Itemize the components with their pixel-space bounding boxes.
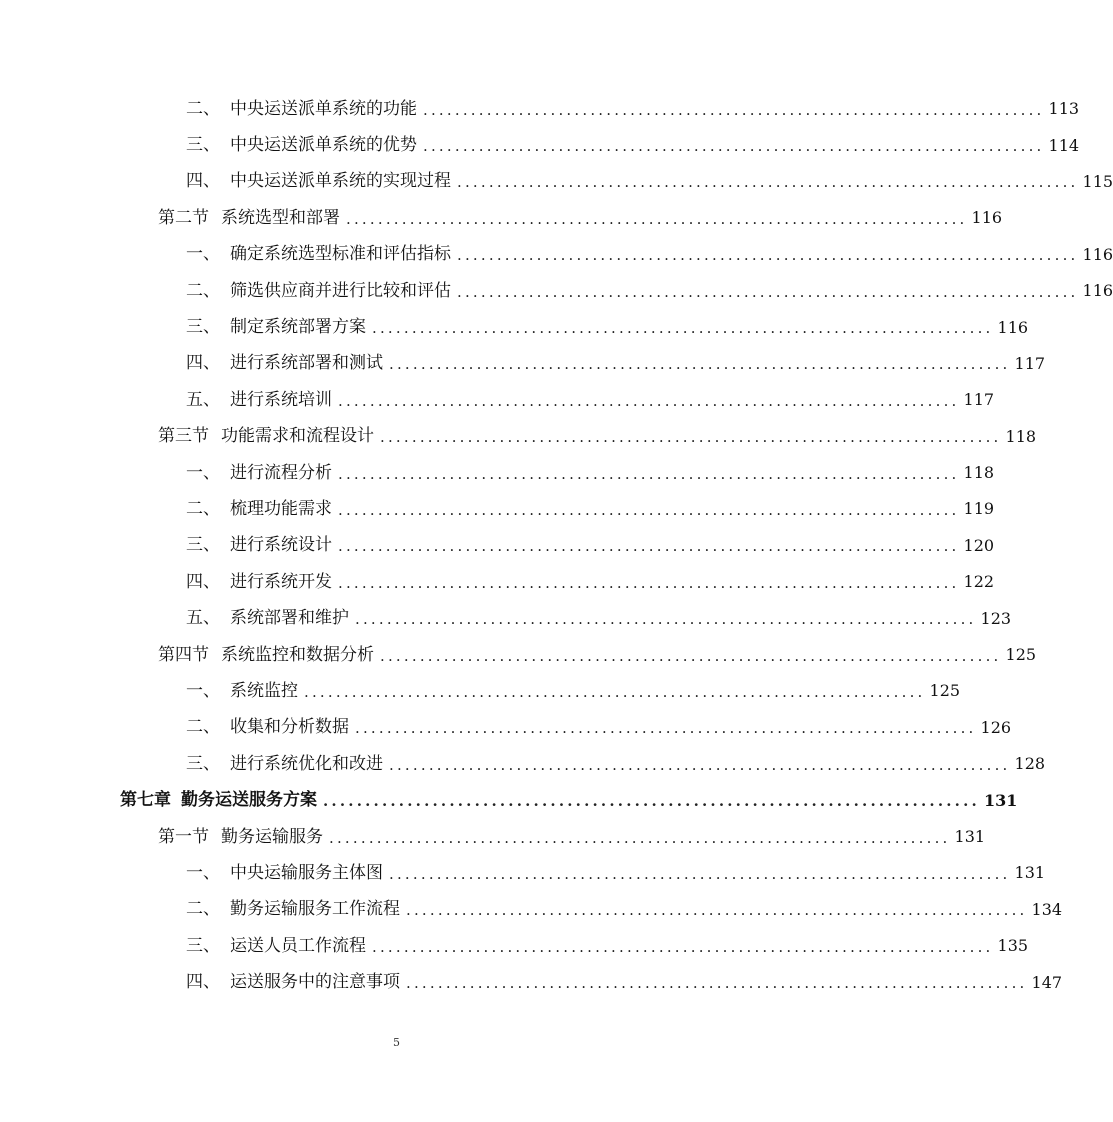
- toc-entry-section[interactable]: [0, 419, 1037, 455]
- toc-entry-prefix: 二、: [186, 899, 220, 920]
- toc-entry-page-number: 116: [1082, 244, 1113, 264]
- table-of-contents: [0, 91, 1113, 1001]
- toc-entry-prefix: 二、: [186, 717, 220, 738]
- toc-entry-prefix: 三、: [186, 535, 220, 556]
- toc-entry-page-number: 115: [1082, 171, 1113, 191]
- toc-entry-prefix: 二、: [186, 98, 220, 119]
- toc-entry-prefix: 一、: [186, 862, 220, 883]
- toc-entry-item[interactable]: [0, 964, 1063, 1000]
- toc-entry-prefix: 三、: [186, 317, 220, 338]
- toc-entry-prefix: 第三节: [158, 426, 209, 447]
- toc-entry-title: 收集和分析数据: [230, 717, 349, 738]
- dot-leader: ..............................................................................: [380, 646, 1002, 665]
- dot-leader: ..............................................................................: [323, 792, 980, 811]
- toc-entry-prefix: 一、: [186, 462, 220, 483]
- dot-leader: ..............................................................................: [355, 610, 977, 629]
- toc-entry-item[interactable]: [0, 273, 1113, 309]
- toc-entry-item[interactable]: [0, 600, 1012, 636]
- toc-entry-page-number: 126: [980, 717, 1012, 737]
- dot-leader: ..............................................................................: [372, 319, 994, 338]
- dot-leader: ..............................................................................: [423, 100, 1045, 119]
- toc-entry-item[interactable]: [0, 746, 1046, 782]
- toc-entry-item[interactable]: [0, 455, 995, 491]
- toc-entry-page-number: 131: [1014, 863, 1046, 883]
- dot-leader: ..............................................................................: [304, 682, 926, 701]
- dot-leader: ..............................................................................: [389, 355, 1011, 374]
- dot-leader: ..............................................................................: [338, 391, 960, 410]
- toc-entry-title: 勤务运输服务工作流程: [230, 899, 400, 920]
- toc-entry-title: 运送服务中的注意事项: [230, 972, 400, 993]
- toc-entry-section[interactable]: [0, 200, 1003, 236]
- toc-entry-prefix: 第七章: [120, 790, 171, 811]
- dot-leader: ..............................................................................: [406, 974, 1028, 993]
- toc-entry-page-number: 147: [1031, 972, 1063, 992]
- toc-entry-prefix: 二、: [186, 498, 220, 519]
- toc-entry-title: 进行系统设计: [230, 535, 332, 556]
- toc-entry-page-number: 114: [1048, 135, 1080, 155]
- toc-entry-item[interactable]: [0, 491, 995, 527]
- toc-entry-title: 梳理功能需求: [230, 498, 332, 519]
- toc-entry-title: 进行系统培训: [230, 389, 332, 410]
- toc-entry-prefix: 三、: [186, 135, 220, 156]
- toc-entry-page-number: 125: [929, 681, 961, 701]
- toc-entry-prefix: 五、: [186, 389, 220, 410]
- toc-entry-prefix: 五、: [186, 608, 220, 629]
- toc-entry-item[interactable]: [0, 892, 1063, 928]
- toc-entry-page-number: 120: [963, 535, 995, 555]
- toc-entry-item[interactable]: [0, 91, 1080, 127]
- toc-entry-title: 筛选供应商并进行比较和评估: [230, 280, 451, 301]
- toc-entry-item[interactable]: [0, 127, 1080, 163]
- toc-entry-page-number: 119: [963, 499, 995, 519]
- toc-entry-page-number: 135: [997, 936, 1029, 956]
- toc-entry-section[interactable]: [0, 637, 1037, 673]
- toc-entry-title: 中央运送派单系统的优势: [230, 135, 417, 156]
- toc-entry-title: 进行系统部署和测试: [230, 353, 383, 374]
- toc-entry-prefix: 一、: [186, 244, 220, 265]
- toc-entry-page-number: 118: [1005, 426, 1037, 446]
- toc-entry-prefix: 四、: [186, 353, 220, 374]
- dot-leader: ..............................................................................: [423, 137, 1045, 156]
- page-number: 5: [393, 1036, 400, 1049]
- toc-entry-title: 制定系统部署方案: [230, 317, 366, 338]
- toc-entry-item[interactable]: [0, 710, 1012, 746]
- toc-entry-title: 系统监控和数据分析: [221, 644, 374, 665]
- toc-entry-title: 运送人员工作流程: [230, 935, 366, 956]
- toc-entry-prefix: 四、: [186, 171, 220, 192]
- toc-entry-title: 勤务运送服务方案: [181, 790, 317, 811]
- toc-entry-item[interactable]: [0, 673, 961, 709]
- toc-entry-prefix: 三、: [186, 753, 220, 774]
- toc-entry-page-number: 116: [971, 208, 1003, 228]
- toc-entry-prefix: 第四节: [158, 644, 209, 665]
- toc-entry-page-number: 118: [963, 463, 995, 483]
- toc-entry-prefix: 第二节: [158, 207, 209, 228]
- toc-entry-prefix: 第一节: [158, 826, 209, 847]
- toc-entry-item[interactable]: [0, 382, 995, 418]
- dot-leader: ..............................................................................: [338, 537, 960, 556]
- dot-leader: ..............................................................................: [346, 209, 968, 228]
- toc-entry-title: 系统选型和部署: [221, 207, 340, 228]
- toc-entry-item[interactable]: [0, 346, 1046, 382]
- toc-entry-page-number: 125: [1005, 645, 1037, 665]
- dot-leader: ..............................................................................: [389, 864, 1011, 883]
- toc-entry-item[interactable]: [0, 237, 1113, 273]
- toc-entry-item[interactable]: [0, 164, 1113, 200]
- toc-entry-title: 进行流程分析: [230, 462, 332, 483]
- toc-entry-title: 系统部署和维护: [230, 608, 349, 629]
- toc-entry-title: 中央运输服务主体图: [230, 862, 383, 883]
- toc-entry-page-number: 128: [1014, 754, 1046, 774]
- toc-entry-page-number: 117: [1014, 353, 1046, 373]
- dot-leader: ..............................................................................: [406, 901, 1028, 920]
- dot-leader: ..............................................................................: [355, 719, 977, 738]
- toc-entry-item[interactable]: [0, 855, 1046, 891]
- toc-entry-page-number: 116: [1082, 281, 1113, 301]
- dot-leader: ..............................................................................: [338, 573, 960, 592]
- toc-entry-title: 勤务运输服务: [221, 826, 323, 847]
- toc-entry-item[interactable]: [0, 528, 995, 564]
- toc-entry-title: 进行系统优化和改进: [230, 753, 383, 774]
- toc-entry-page-number: 113: [1048, 99, 1080, 119]
- toc-entry-title: 中央运送派单系统的功能: [230, 98, 417, 119]
- toc-entry-item[interactable]: [0, 309, 1029, 345]
- dot-leader: ..............................................................................: [338, 500, 960, 519]
- toc-entry-page-number: 131: [954, 827, 986, 846]
- toc-entry-title: 系统监控: [230, 680, 298, 701]
- dot-leader: ..............................................................................: [372, 937, 994, 956]
- toc-entry-prefix: 三、: [186, 935, 220, 956]
- toc-entry-page-number: 134: [1031, 899, 1063, 919]
- toc-entry-prefix: 四、: [186, 571, 220, 592]
- toc-entry-title: 功能需求和流程设计: [221, 426, 374, 447]
- dot-leader: ..............................................................................: [380, 428, 1002, 447]
- toc-entry-chapter[interactable]: [0, 782, 1018, 818]
- toc-entry-title: 中央运送派单系统的实现过程: [230, 171, 451, 192]
- toc-entry-title: 进行系统开发: [230, 571, 332, 592]
- toc-entry-page-number: 117: [963, 390, 995, 410]
- toc-entry-page-number: 123: [980, 608, 1012, 628]
- dot-leader: ..............................................................................: [457, 173, 1079, 192]
- dot-leader: ..............................................................................: [329, 828, 951, 847]
- toc-entry-page-number: 131: [983, 790, 1018, 810]
- dot-leader: ..............................................................................: [338, 464, 960, 483]
- toc-entry-prefix: 一、: [186, 680, 220, 701]
- dot-leader: ..............................................................................: [457, 246, 1079, 265]
- toc-entry-prefix: 四、: [186, 972, 220, 993]
- toc-entry-item[interactable]: [0, 928, 1029, 964]
- toc-entry-page-number: 122: [963, 572, 995, 592]
- toc-entry-prefix: 二、: [186, 280, 220, 301]
- toc-entry-page-number: 116: [997, 317, 1029, 337]
- toc-entry-item[interactable]: [0, 564, 995, 600]
- toc-entry-section[interactable]: [0, 819, 986, 855]
- toc-entry-title: 确定系统选型标准和评估指标: [230, 244, 451, 265]
- dot-leader: ..............................................................................: [457, 282, 1079, 301]
- dot-leader: ..............................................................................: [389, 755, 1011, 774]
